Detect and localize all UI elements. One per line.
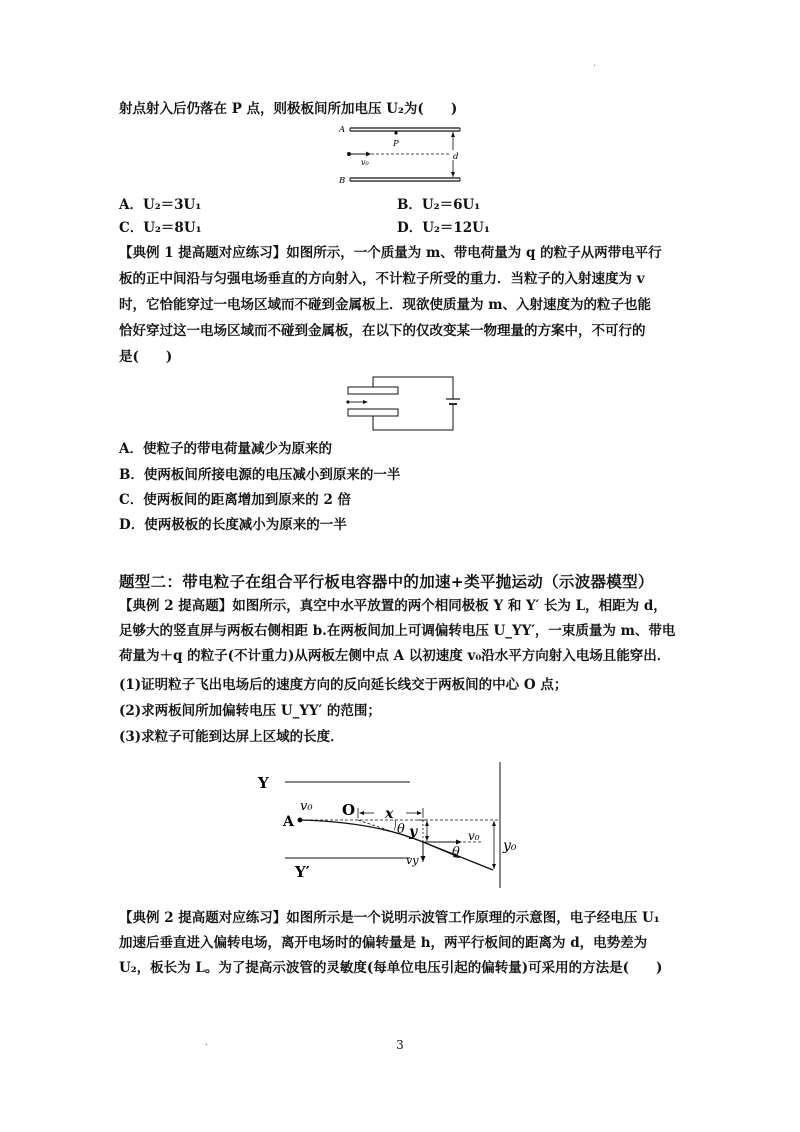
label-a: A xyxy=(339,125,346,135)
figure-parallel-plates-p xyxy=(335,120,475,190)
figure-oscilloscope-model xyxy=(250,760,550,890)
wire-top xyxy=(373,377,453,399)
ex2-line: (3)求粒子可能到达屏上区域的长度． xyxy=(119,729,344,745)
ex2-line: 【典例 2 提高题】如图所示，真空中水平放置的两个相同极板 Y 和 Y′ 长为 L，相距为 d， xyxy=(119,598,667,614)
label-v0: v₀ xyxy=(361,158,369,167)
section-title: 题型二：带电粒子在组合平行板电容器中的加速+类平抛运动（示波器模型） xyxy=(119,573,654,591)
label-y-small: y xyxy=(409,824,418,840)
ex1-line: 是( ) xyxy=(119,349,173,365)
label-y: Y xyxy=(258,774,269,792)
ex2-line: 荷量为＋q 的粒子(不计重力)从两板左侧中点 A 以初速度 v₀沿水平方向射入电场且能穿出． xyxy=(119,648,671,664)
ex1-option: B．使两板间所接电源的电压减小到原来的一半 xyxy=(119,467,401,483)
ex3-line: 【典例 2 提高题对应练习】如图所示是一个说明示波管工作原理的示意图，电子经电压 U₁ xyxy=(119,910,660,926)
ex1-line: 【典例 1 提高题对应练习】如图所示，一个质量为 m、带电荷量为 q 的粒子从两带电平行 xyxy=(119,245,662,261)
ex1-option: A．使粒子的带电荷量减少为原来的 xyxy=(119,441,332,457)
label-y-prime: Y′ xyxy=(295,863,310,881)
label-x: x xyxy=(385,806,394,822)
lower-plate xyxy=(348,409,398,416)
corner-mark: . xyxy=(593,58,597,69)
label-y0: y₀ xyxy=(503,838,517,854)
label-v0-left: v₀ xyxy=(300,799,313,814)
label-d: d xyxy=(453,152,459,162)
option-c: C．U₂＝8U₁ xyxy=(119,220,202,236)
label-v0-right: v₀ xyxy=(468,829,480,843)
ex3-line: 加速后垂直进入偏转电场，离开电场时的偏转量是 h，两平行板间的距离为 d，电势差为 xyxy=(119,935,648,951)
option-b: B．U₂＝6U₁ xyxy=(397,197,481,213)
ex3-line: U₂，板长为 L。为了提高示波管的灵敏度(每单位电压引起的偏转量)可采用的方法是( ) xyxy=(119,960,663,976)
ex2-line: (1)证明粒子飞出电场后的速度方向的反向延长线交于两板间的中心 O 点； xyxy=(119,677,568,693)
ex1-option: C．使两板间的距离增加到原来的 2 倍 xyxy=(119,492,352,508)
small-mark: . xyxy=(205,1037,209,1048)
label-vy: vy xyxy=(406,854,419,867)
label-a: A xyxy=(283,814,294,830)
vy-arrow xyxy=(421,856,426,862)
ex1-line: 恰好穿过这一电场区域而不碰到金属板，在以下的仅改变某一物理量的方案中，不可行的 xyxy=(119,323,646,339)
page-number: 3 xyxy=(396,1038,404,1052)
ex1-option: D．使两极板的长度减小为原来的一半 xyxy=(119,517,347,533)
ex2-line: 足够大的竖直屏与两板右侧相距 b.在两板间加上可调偏转电压 U_YY′，一束质量为 m、带电 xyxy=(119,623,676,639)
point-p xyxy=(394,131,397,134)
label-theta-2: θ xyxy=(452,845,460,860)
particle xyxy=(346,400,349,403)
option-a: A．U₂＝3U₁ xyxy=(119,197,202,213)
label-p: P xyxy=(393,139,399,149)
ex1-line: 时，它恰能穿过一电场区域而不碰到金属板上．现欲使质量为 m、入射速度为的粒子也能 xyxy=(119,297,651,313)
figure-capacitor-circuit xyxy=(340,373,465,433)
v0-arrow xyxy=(456,840,462,845)
label-o: O xyxy=(342,801,356,819)
ex2-line: (2)求两板间所加偏转电压 U_YY′ 的范围； xyxy=(119,703,381,719)
label-theta-1: θ xyxy=(397,822,405,837)
ex1-line: 板的正中间沿与匀强电场垂直的方向射入，不计粒子所受的重力．当粒子的入射速度为 v xyxy=(119,271,645,287)
upper-plate xyxy=(348,387,398,394)
entry-point xyxy=(347,152,351,156)
velocity-arrow xyxy=(366,152,371,157)
option-d: D．U₂＝12U₁ xyxy=(397,220,490,236)
label-b: B xyxy=(339,176,346,186)
question-tail: 射点射入后仍落在 P 点，则极板间所加电压 U₂为( ) xyxy=(119,101,458,117)
